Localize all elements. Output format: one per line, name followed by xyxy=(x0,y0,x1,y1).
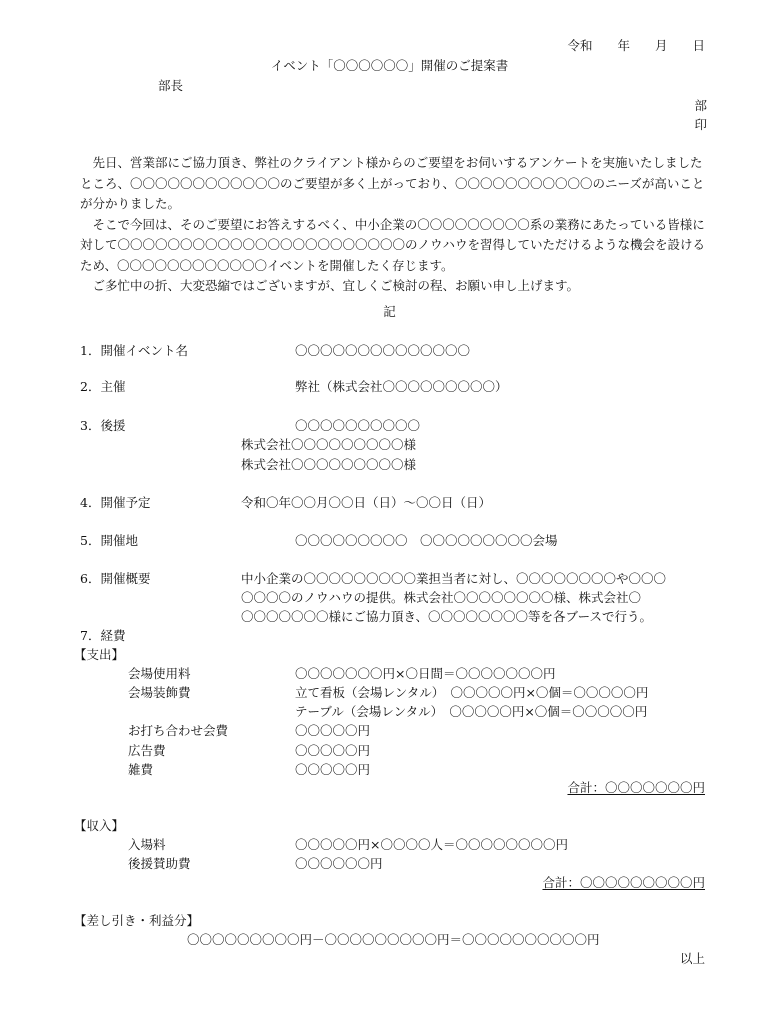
item-label: 1．開催イベント名 xyxy=(80,343,188,358)
closing: 以上 xyxy=(679,951,705,966)
intro-paragraph: 先日、営業部にご協力頂き、弊社のクライアント様からのご要望をお伺いするアンケートを実施いたしましたところ、〇〇〇〇〇〇〇〇〇〇〇〇のご要望が多く上がっており、〇〇〇〇〇〇〇〇〇〇〇のニーズが高いことが分かりました。 xyxy=(80,155,705,211)
document-date: 令和 年 月 日 xyxy=(567,38,705,53)
income-detail: 〇〇〇〇〇〇円 xyxy=(295,856,383,871)
item-value: 株式会社〇〇〇〇〇〇〇〇〇様 xyxy=(241,437,417,452)
item-value: 〇〇〇〇〇〇〇〇〇〇〇〇〇〇 xyxy=(295,343,471,358)
expense-detail: 〇〇〇〇〇〇〇円×〇日間＝〇〇〇〇〇〇〇円 xyxy=(295,666,556,681)
item-label: 3．後援 xyxy=(80,418,126,433)
item-label: 6．開催概要 xyxy=(80,571,151,586)
item-label: 2．主催 xyxy=(80,379,126,394)
balance-heading: 【差し引き・利益分】 xyxy=(74,913,200,928)
ki-heading: 記 xyxy=(383,304,396,319)
item-value: 〇〇〇〇〇〇〇〇〇 〇〇〇〇〇〇〇〇〇会場 xyxy=(295,533,558,548)
expense-detail: 〇〇〇〇〇円 xyxy=(295,762,371,777)
item-label: 7．経費 xyxy=(80,628,126,643)
expense-name: 雑費 xyxy=(128,762,154,777)
income-name: 入場料 xyxy=(128,837,166,852)
sender-seal: 印 xyxy=(694,117,707,132)
intro-body xyxy=(80,153,708,297)
item-value: 弊社（株式会社〇〇〇〇〇〇〇〇〇） xyxy=(295,379,508,394)
expense-detail: 〇〇〇〇〇円 xyxy=(295,743,371,758)
income-detail: 〇〇〇〇〇円×〇〇〇〇人＝〇〇〇〇〇〇〇〇円 xyxy=(295,837,568,852)
recipient: 部長 xyxy=(158,78,184,93)
expense-name: お打ち合わせ会費 xyxy=(128,723,229,738)
sender-department: 部 xyxy=(694,98,707,113)
expenditure-total: 合計：〇〇〇〇〇〇〇円 xyxy=(567,780,705,795)
item-value: 令和〇年〇〇月〇〇日（日）～〇〇日（日） xyxy=(241,495,492,510)
income-name: 後援賛助費 xyxy=(128,856,191,871)
expenditure-heading: 【支出】 xyxy=(74,647,125,662)
intro-paragraph: そこで今回は、そのご要望にお答えするべく、中小企業の〇〇〇〇〇〇〇〇〇系の業務にあたっている皆様に対して〇〇〇〇〇〇〇〇〇〇〇〇〇〇〇〇〇〇〇〇〇〇〇のノウハウを習得していただけるような機会を設けるため、〇〇〇〇〇〇〇〇〇〇〇〇イベントを開催したく存じます。 xyxy=(80,216,706,273)
item-value: 株式会社〇〇〇〇〇〇〇〇〇様 xyxy=(241,457,417,472)
expense-name: 会場使用料 xyxy=(128,666,191,681)
expense-detail: テーブル（会場レンタル） 〇〇〇〇〇円×〇個＝〇〇〇〇〇円 xyxy=(295,704,648,719)
income-total: 合計：〇〇〇〇〇〇〇〇〇円 xyxy=(542,875,705,890)
item-value: 〇〇〇〇〇〇〇様にご協力頂き、〇〇〇〇〇〇〇〇等を各ブースで行う。 xyxy=(241,609,653,624)
item-label: 5．開催地 xyxy=(80,533,138,548)
expense-name: 広告費 xyxy=(128,743,166,758)
item-value: 〇〇〇〇のノウハウの提供。株式会社〇〇〇〇〇〇〇〇様、株式会社〇 xyxy=(241,590,642,605)
item-value: 中小企業の〇〇〇〇〇〇〇〇〇業担当者に対し、〇〇〇〇〇〇〇〇や〇〇〇 xyxy=(241,571,667,586)
balance-formula: 〇〇〇〇〇〇〇〇〇円－〇〇〇〇〇〇〇〇〇円＝〇〇〇〇〇〇〇〇〇〇円 xyxy=(187,932,600,947)
expense-detail: 〇〇〇〇〇円 xyxy=(295,723,371,738)
intro-paragraph: ご多忙中の折、大変恐縮ではございますが、宜しくご検討の程、お願い申し上げます。 xyxy=(92,278,580,293)
item-value: 〇〇〇〇〇〇〇〇〇〇 xyxy=(295,418,421,433)
expense-detail: 立て看板（会場レンタル） 〇〇〇〇〇円×〇個＝〇〇〇〇〇円 xyxy=(295,685,649,700)
expense-name: 会場装飾費 xyxy=(128,685,191,700)
item-label: 4．開催予定 xyxy=(80,495,151,510)
document-title: イベント「〇〇〇〇〇〇」開催のご提案書 xyxy=(270,58,509,73)
income-heading: 【収入】 xyxy=(74,818,125,833)
